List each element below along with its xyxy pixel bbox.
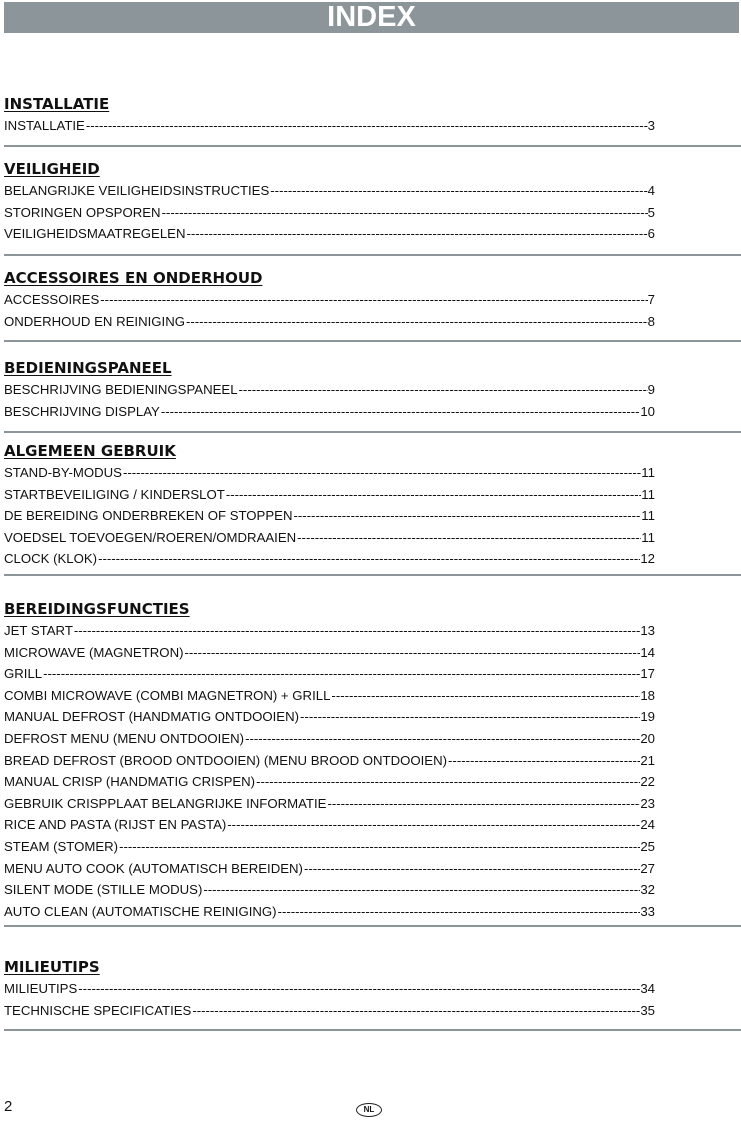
toc-entry[interactable]: [4, 548, 655, 570]
dot-leader: [270, 180, 647, 202]
toc-entry[interactable]: [4, 202, 655, 224]
entry-label: AUTO CLEAN (AUTOMATISCHE REINIGING): [4, 903, 277, 919]
entry-page-number: 33: [640, 903, 655, 919]
toc-entry[interactable]: [4, 879, 655, 901]
toc-entry[interactable]: [4, 620, 655, 642]
dot-leader: [293, 505, 641, 527]
entry-label: STAND-BY-MODUS: [4, 465, 122, 480]
toc-entry[interactable]: [4, 223, 655, 245]
entry-label: STORINGEN OPSPOREN: [4, 204, 161, 220]
entry-page-number: 18: [640, 687, 655, 703]
section-divider: [4, 925, 741, 927]
toc-entry[interactable]: [4, 836, 655, 858]
section-divider: [4, 1029, 741, 1031]
toc-entry[interactable]: [4, 858, 655, 880]
dot-leader: [203, 879, 640, 901]
toc-entry[interactable]: [4, 1000, 655, 1022]
entry-label: CLOCK (KLOK): [4, 551, 98, 567]
entry-page-number: 17: [640, 666, 655, 682]
toc-entry[interactable]: [4, 663, 655, 685]
toc-section: [4, 359, 741, 422]
entry-page-number: 6: [647, 226, 655, 242]
entry-label: ACCESSOIRES: [4, 292, 100, 307]
entry-label: INSTALLATIE: [4, 118, 85, 133]
toc-entry[interactable]: [4, 978, 655, 1000]
entry-page-number: 35: [640, 1002, 655, 1018]
section-title: BEDIENINGSPANEEL: [4, 359, 172, 377]
toc-entry[interactable]: [4, 527, 655, 549]
entry-page-number: 32: [640, 882, 655, 898]
dot-leader: [123, 462, 641, 484]
entry-page-number: 34: [640, 981, 655, 996]
entry-page-number: 23: [640, 795, 655, 811]
entry-label: DE BEREIDING ONDERBREKEN OF STOPPEN: [4, 508, 293, 524]
section-divider: [4, 145, 741, 147]
index-banner: [4, 2, 739, 33]
toc-entry[interactable]: [4, 901, 655, 923]
toc-section: [4, 600, 741, 922]
dot-leader: [86, 115, 648, 137]
entry-page-number: 12: [640, 551, 655, 567]
section-divider: [4, 574, 741, 576]
entry-label: JET START: [4, 623, 73, 638]
dot-leader: [100, 289, 647, 311]
entry-page-number: 11: [641, 508, 655, 524]
section-title: INSTALLATIE: [4, 95, 110, 113]
section-title: VEILIGHEID: [4, 160, 100, 178]
dot-leader: [227, 814, 640, 836]
dot-leader: [74, 620, 640, 642]
dot-leader: [331, 685, 640, 707]
section-divider: [4, 431, 741, 433]
entry-label: VOEDSEL TOEVOEGEN/ROEREN/OMDRAAIEN: [4, 529, 297, 545]
section-title: ACCESSOIRES EN ONDERHOUD: [4, 269, 263, 287]
entry-page-number: 10: [640, 403, 655, 419]
dot-leader: [78, 978, 640, 1000]
dot-leader: [187, 223, 648, 245]
dot-leader: [119, 836, 640, 858]
entry-page-number: 11: [641, 486, 655, 502]
entry-label: VEILIGHEIDSMAATREGELEN: [4, 226, 186, 242]
entry-page-number: 5: [647, 204, 655, 220]
entry-label: MILIEUTIPS: [4, 981, 78, 996]
entry-page-number: 3: [647, 118, 655, 133]
dot-leader: [327, 793, 640, 815]
dot-leader: [185, 642, 641, 664]
entry-page-number: 11: [641, 529, 655, 545]
entry-label: MANUAL CRISP (HANDMATIG CRISPEN): [4, 774, 256, 790]
entry-page-number: 7: [647, 292, 655, 307]
toc-entry[interactable]: [4, 685, 655, 707]
toc-entry[interactable]: [4, 379, 655, 401]
dot-leader: [256, 771, 640, 793]
entry-page-number: 22: [640, 774, 655, 790]
entry-label: BESCHRIJVING DISPLAY: [4, 403, 160, 419]
dot-leader: [162, 202, 648, 224]
entry-label: MANUAL DEFROST (HANDMATIG ONTDOOIEN): [4, 709, 300, 725]
toc-entry[interactable]: [4, 642, 655, 664]
entry-label: COMBI MICROWAVE (COMBI MAGNETRON) + GRILL: [4, 687, 331, 703]
section-title: BEREIDINGSFUNCTIES: [4, 600, 190, 618]
toc-entry[interactable]: [4, 771, 655, 793]
dot-leader: [186, 311, 648, 333]
toc-entry[interactable]: [4, 401, 655, 423]
dot-leader: [297, 527, 641, 549]
entry-label: SILENT MODE (STILLE MODUS): [4, 882, 203, 898]
entry-label: BREAD DEFROST (BROOD ONTDOOIEN) (MENU BROOD ONTDOOIEN): [4, 752, 448, 768]
toc-entry[interactable]: [4, 462, 655, 484]
entry-page-number: 14: [640, 644, 655, 660]
entry-page-number: 9: [647, 382, 655, 397]
section-divider: [4, 254, 741, 256]
toc-entry[interactable]: [4, 289, 655, 311]
dot-leader: [161, 401, 640, 423]
dot-leader: [239, 379, 648, 401]
page-title: INDEX: [327, 1, 416, 33]
dot-leader: [245, 728, 640, 750]
toc-entry[interactable]: [4, 793, 655, 815]
toc-section: [4, 269, 741, 332]
page-number: 2: [4, 1098, 13, 1115]
dot-leader: [192, 1000, 640, 1022]
toc-entry[interactable]: [4, 750, 655, 772]
toc-section: [4, 95, 741, 137]
entry-label: MENU AUTO COOK (AUTOMATISCH BEREIDEN): [4, 860, 303, 876]
entry-page-number: 20: [640, 730, 655, 746]
toc-entry[interactable]: [4, 311, 655, 333]
entry-label: TECHNISCHE SPECIFICATIES: [4, 1002, 192, 1018]
toc-section: [4, 958, 741, 1021]
entry-page-number: 21: [640, 752, 655, 768]
dot-leader: [304, 858, 640, 880]
language-badge: NL: [356, 1103, 382, 1117]
dot-leader: [226, 484, 641, 506]
entry-page-number: 11: [641, 465, 655, 480]
toc-section: [4, 442, 741, 570]
entry-label: BESCHRIJVING BEDIENINGSPANEEL: [4, 382, 238, 397]
toc-entry[interactable]: [4, 115, 655, 137]
dot-leader: [98, 548, 640, 570]
entry-page-number: 13: [640, 623, 655, 638]
dot-leader: [448, 750, 640, 772]
entry-page-number: 24: [640, 817, 655, 833]
toc-entry[interactable]: [4, 484, 655, 506]
toc-entry[interactable]: [4, 706, 655, 728]
entry-page-number: 4: [647, 183, 655, 198]
toc-entry[interactable]: [4, 180, 655, 202]
toc-section: [4, 160, 741, 245]
section-divider: [4, 340, 741, 342]
entry-label: BELANGRIJKE VEILIGHEIDSINSTRUCTIES: [4, 183, 270, 198]
dot-leader: [278, 901, 641, 923]
toc-entry[interactable]: [4, 814, 655, 836]
dot-leader: [300, 706, 640, 728]
entry-page-number: 25: [640, 838, 655, 854]
entry-label: GRILL: [4, 666, 43, 682]
toc-entry[interactable]: [4, 505, 655, 527]
entry-page-number: 27: [640, 860, 655, 876]
entry-label: RICE AND PASTA (RIJST EN PASTA): [4, 817, 227, 833]
entry-label: DEFROST MENU (MENU ONTDOOIEN): [4, 730, 245, 746]
entry-page-number: 19: [640, 709, 655, 725]
toc-entry[interactable]: [4, 728, 655, 750]
dot-leader: [43, 663, 640, 685]
section-title: ALGEMEEN GEBRUIK: [4, 442, 176, 460]
entry-label: STARTBEVEILIGING / KINDERSLOT: [4, 486, 225, 502]
entry-label: STEAM (STOMER): [4, 838, 119, 854]
section-title: MILIEUTIPS: [4, 958, 100, 976]
entry-label: MICROWAVE (MAGNETRON): [4, 644, 184, 660]
entry-page-number: 8: [647, 313, 655, 329]
entry-label: GEBRUIK CRISPPLAAT BELANGRIJKE INFORMATIE: [4, 795, 327, 811]
entry-label: ONDERHOUD EN REINIGING: [4, 313, 185, 329]
